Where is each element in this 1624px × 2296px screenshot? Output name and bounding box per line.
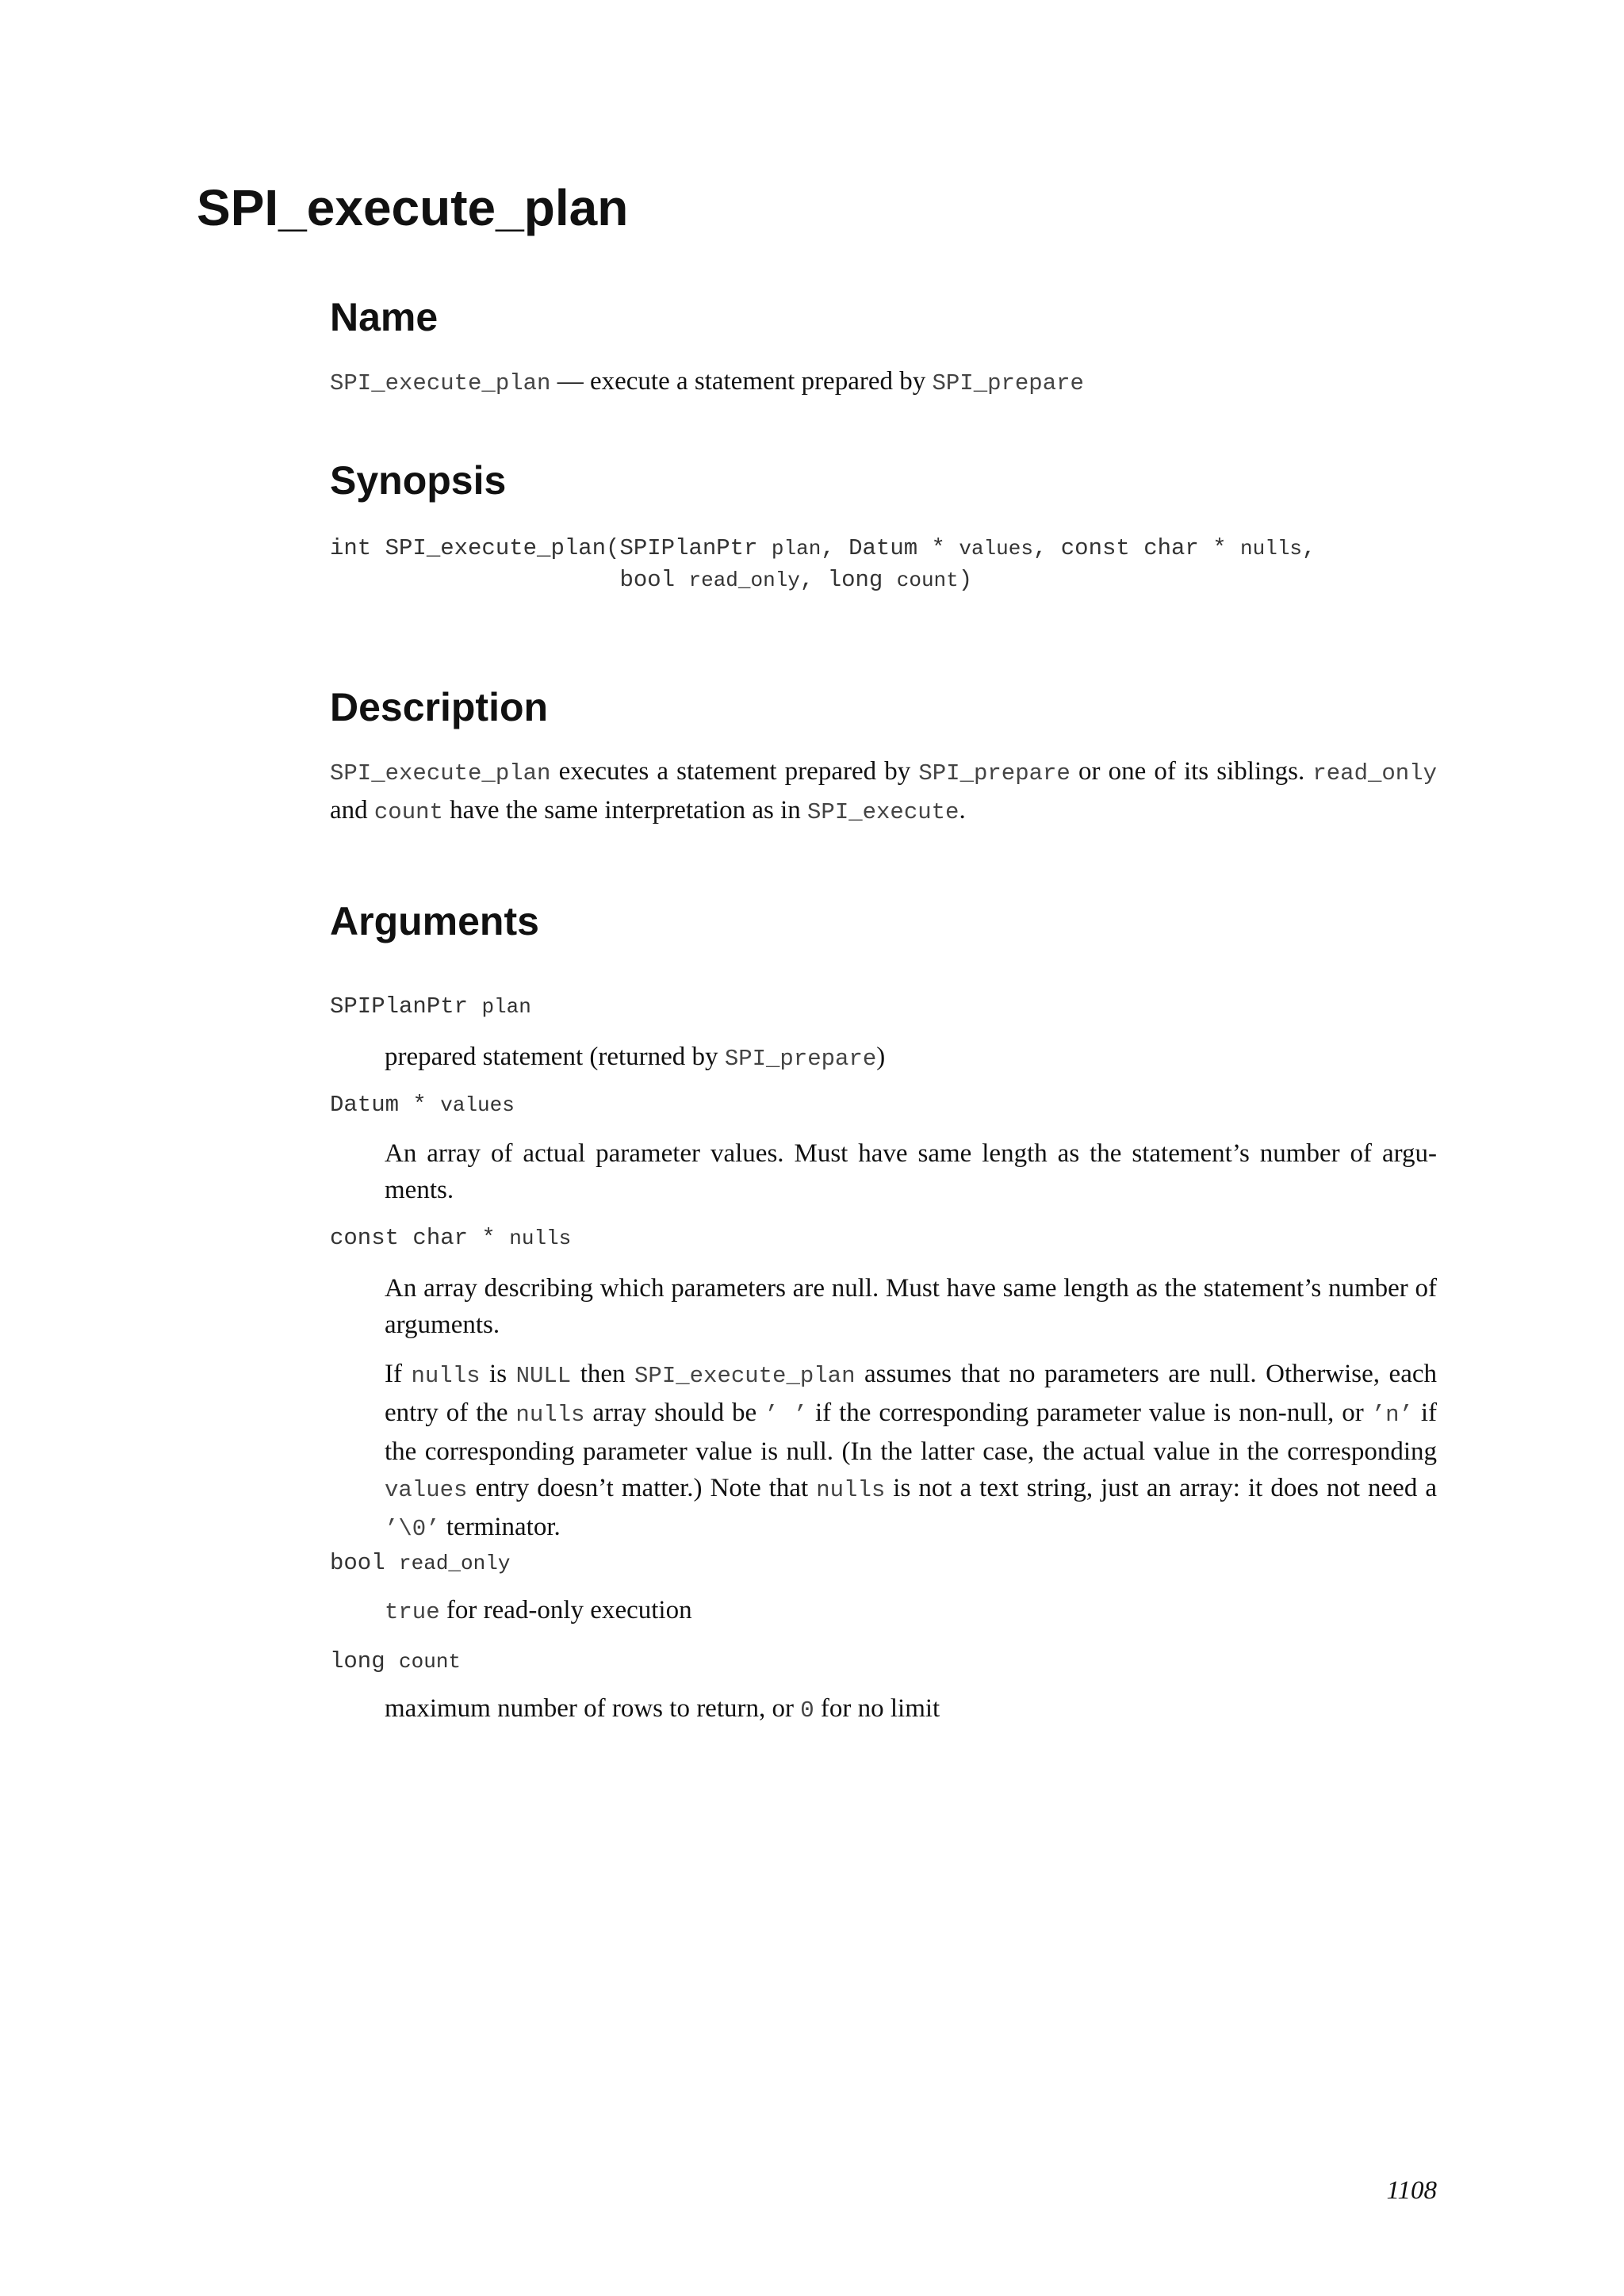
arg-term-read-only: bool read_only bbox=[330, 1550, 511, 1576]
name-heading: Name bbox=[330, 295, 439, 339]
description-paragraph: SPI_execute_plan executes a statement prepared by SPI_prepare or one of its siblings. read_only and count have the same interpretation as in SPI_execute. bbox=[330, 757, 1437, 825]
name-line bbox=[330, 363, 1437, 402]
page-number: 1108 bbox=[1386, 2176, 1437, 2205]
nulls-desc: An array describing which parameters are null. Must have same length as the statement’s number of arguments. bbox=[385, 1274, 1437, 1339]
arg-term-values: Datum * values bbox=[330, 1092, 515, 1118]
description-heading: Description bbox=[330, 685, 549, 729]
page-title: SPI_execute_plan bbox=[197, 179, 629, 236]
arg-term-nulls: const char * nulls bbox=[330, 1225, 572, 1251]
arg-term-plan: SPIPlanPtr plan bbox=[330, 993, 531, 1020]
arg-def-read-only: true for read-only execution bbox=[385, 1596, 692, 1625]
synopsis-heading: Synopsis bbox=[330, 458, 507, 503]
name-func: SPI_execute_plan bbox=[330, 370, 551, 396]
arg-def-plan: prepared statement (returned by SPI_prepare) bbox=[385, 1043, 886, 1072]
arg-def-values: An array of actual parameter values. Must have same length as the statement’s number of argu-ments. bbox=[385, 1139, 1437, 1204]
nulls-detail: If nulls is NULL then SPI_execute_plan assumes that no parameters are null. Otherwise, each entry of the nulls array should be ’ ’ if the corresponding parameter value is non-null, or ’n’ if the corresponding parameter value is null. (In the latter case, the actual value in the corresponding values entry doesn’t matter.) Note that nulls is not a text string, just an array: it does not need a ’\0’ terminator. bbox=[385, 1360, 1437, 1542]
arg-def-count: maximum number of rows to return, or 0 for no limit bbox=[385, 1694, 940, 1724]
arguments-heading: Arguments bbox=[330, 899, 539, 943]
synopsis-line-1: int SPI_execute_plan(SPIPlanPtr plan, Datum * values, const char * nulls, bbox=[330, 535, 1316, 561]
name-prepare: SPI_prepare bbox=[932, 370, 1084, 396]
synopsis-line-2: bool read_only, long count) bbox=[619, 567, 973, 593]
name-purpose: — execute a statement prepared by bbox=[550, 367, 933, 396]
synopsis-block bbox=[330, 533, 1437, 596]
arg-def-nulls bbox=[385, 1270, 1437, 1548]
arg-term-count: long count bbox=[330, 1648, 462, 1674]
